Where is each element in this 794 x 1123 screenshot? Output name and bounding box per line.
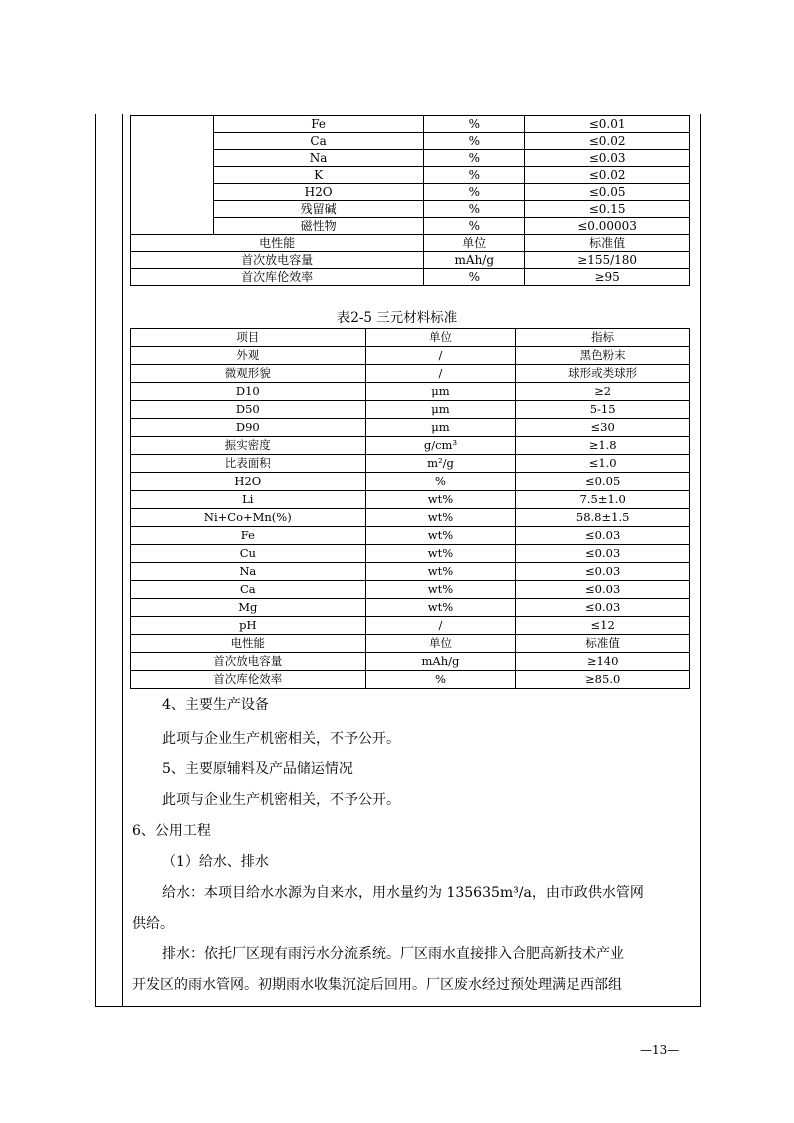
cell-unit: wt% (365, 581, 516, 599)
table-header-row (131, 235, 690, 252)
cell-unit: / (365, 365, 516, 383)
table-row (131, 617, 690, 635)
cell-value: ≤0.03 (516, 581, 690, 599)
cell-unit: wt% (365, 491, 516, 509)
cell-item: Fe (131, 527, 366, 545)
table-row (131, 150, 690, 167)
cell-value: ≤0.05 (516, 473, 690, 491)
cell-value: ≤0.01 (525, 116, 690, 133)
cell-item: Na (213, 150, 424, 167)
table-ternary-standard (130, 328, 690, 689)
cell-unit: wt% (365, 545, 516, 563)
cell-header-value: 标准值 (525, 235, 690, 252)
cell-value: ≥2 (516, 383, 690, 401)
drainage-line1: 排水：依托厂区现有雨污水分流系统。厂区雨水直接排入合肥高新技术产业 (162, 946, 624, 962)
cell-value: ≤0.00003 (525, 218, 690, 235)
cell-header-item: 电性能 (131, 235, 424, 252)
table-row (131, 383, 690, 401)
cell-item: 首次库伦效率 (131, 671, 366, 689)
section-5-body: 此项与企业生产机密相关，不予公开。 (162, 792, 400, 808)
cell-unit: 单位 (365, 635, 516, 653)
drainage-line2: 开发区的雨水管网。初期雨水收集沉淀后回用。厂区废水经过预处理满足西部组 (132, 977, 622, 993)
section-4-title: 4、主要生产设备 (162, 697, 269, 713)
cell-value: ≥140 (516, 653, 690, 671)
cell-unit: % (424, 269, 525, 286)
table-row (131, 184, 690, 201)
cell-item: Ni+Co+Mn(%) (131, 509, 366, 527)
cell-item: Ca (213, 133, 424, 150)
cell-item: 比表面积 (131, 455, 366, 473)
cell-unit: / (365, 347, 516, 365)
merged-cell (131, 116, 214, 235)
cell-value: 7.5±1.0 (516, 491, 690, 509)
cell-item: Li (131, 491, 366, 509)
cell-value: ≤0.02 (525, 133, 690, 150)
table-header-row (131, 329, 690, 347)
cell-header-item: 项目 (131, 329, 366, 347)
cell-value: ≥1.8 (516, 437, 690, 455)
cell-item: D10 (131, 383, 366, 401)
table-row (131, 437, 690, 455)
cell-item: H2O (131, 473, 366, 491)
section-4-body: 此项与企业生产机密相关，不予公开。 (162, 731, 400, 747)
cell-item: 首次库伦效率 (131, 269, 424, 286)
cell-header-unit: 单位 (365, 329, 516, 347)
cell-item: pH (131, 617, 366, 635)
cell-item: 外观 (131, 347, 366, 365)
cell-unit: mAh/g (365, 653, 516, 671)
table-row (131, 252, 690, 269)
section-5-title: 5、主要原辅料及产品储运情况 (162, 761, 353, 777)
table-row (131, 599, 690, 617)
cell-value: ≤0.15 (525, 201, 690, 218)
cell-unit: % (365, 671, 516, 689)
cell-value: ≤0.05 (525, 184, 690, 201)
cell-item: H2O (213, 184, 424, 201)
table-row (131, 167, 690, 184)
cell-value: ≤0.03 (516, 563, 690, 581)
cell-unit: % (424, 133, 525, 150)
cell-item: Mg (131, 599, 366, 617)
cell-item: 首次放电容量 (131, 252, 424, 269)
table-row (131, 201, 690, 218)
table-row (131, 347, 690, 365)
cell-item: 电性能 (131, 635, 366, 653)
table-row (131, 365, 690, 383)
cell-unit: % (424, 167, 525, 184)
section-6-title: 6、公用工程 (132, 823, 211, 839)
cell-item: K (213, 167, 424, 184)
table-row (131, 455, 690, 473)
cell-value: 球形或类球形 (516, 365, 690, 383)
cell-value: ≤0.03 (525, 150, 690, 167)
cell-value: ≥95 (525, 269, 690, 286)
cell-item: D90 (131, 419, 366, 437)
cell-unit: mAh/g (424, 252, 525, 269)
cell-value: 5-15 (516, 401, 690, 419)
table-caption: 表2-5 三元材料标准 (336, 310, 458, 326)
water-supply-line1: 给水：本项目给水水源为自来水，用水量约为 135635m³/a，由市政供水管网 (162, 885, 644, 901)
table-row (131, 269, 690, 286)
table-row (131, 653, 690, 671)
cell-item: 振实密度 (131, 437, 366, 455)
cell-value: ≤0.03 (516, 545, 690, 563)
table-row (131, 401, 690, 419)
table-row (131, 473, 690, 491)
page-number: —13— (640, 1043, 680, 1057)
cell-value: 标准值 (516, 635, 690, 653)
cell-item: Fe (213, 116, 424, 133)
cell-unit: wt% (365, 527, 516, 545)
cell-unit: / (365, 617, 516, 635)
cell-unit: μm (365, 419, 516, 437)
table-continued (130, 115, 690, 286)
frame-inner-line (122, 114, 123, 1006)
cell-value: ≤12 (516, 617, 690, 635)
cell-item: Na (131, 563, 366, 581)
cell-unit: % (424, 218, 525, 235)
table-row (131, 635, 690, 653)
cell-unit: g/cm³ (365, 437, 516, 455)
table-row (131, 116, 690, 133)
cell-unit: % (424, 116, 525, 133)
cell-unit: μm (365, 383, 516, 401)
cell-unit: wt% (365, 563, 516, 581)
table-row (131, 509, 690, 527)
table-row (131, 545, 690, 563)
cell-value: ≤0.03 (516, 527, 690, 545)
cell-item: D50 (131, 401, 366, 419)
cell-value: 58.8±1.5 (516, 509, 690, 527)
cell-item: Cu (131, 545, 366, 563)
table-row (131, 419, 690, 437)
cell-item: Ca (131, 581, 366, 599)
table-row (131, 563, 690, 581)
cell-item: 磁性物 (213, 218, 424, 235)
table-row (131, 527, 690, 545)
table-row (131, 133, 690, 150)
cell-value: ≤30 (516, 419, 690, 437)
table-row (131, 581, 690, 599)
cell-value: ≤1.0 (516, 455, 690, 473)
cell-unit: wt% (365, 599, 516, 617)
water-supply-line2: 供给。 (132, 916, 174, 932)
cell-value: ≥155/180 (525, 252, 690, 269)
cell-unit: μm (365, 401, 516, 419)
cell-unit: % (424, 201, 525, 218)
cell-value: ≤0.03 (516, 599, 690, 617)
cell-value: ≥85.0 (516, 671, 690, 689)
cell-value: ≤0.02 (525, 167, 690, 184)
table-row (131, 671, 690, 689)
cell-unit: % (424, 150, 525, 167)
cell-unit: wt% (365, 509, 516, 527)
cell-item: 残留碱 (213, 201, 424, 218)
cell-unit: % (424, 184, 525, 201)
cell-header-value: 指标 (516, 329, 690, 347)
cell-value: 黑色粉末 (516, 347, 690, 365)
cell-unit: m²/g (365, 455, 516, 473)
cell-item: 首次放电容量 (131, 653, 366, 671)
cell-item: 微观形貌 (131, 365, 366, 383)
table-row (131, 218, 690, 235)
cell-header-unit: 单位 (424, 235, 525, 252)
cell-unit: % (365, 473, 516, 491)
section-6-subtitle: （1）给水、排水 (162, 854, 269, 870)
table-row (131, 491, 690, 509)
